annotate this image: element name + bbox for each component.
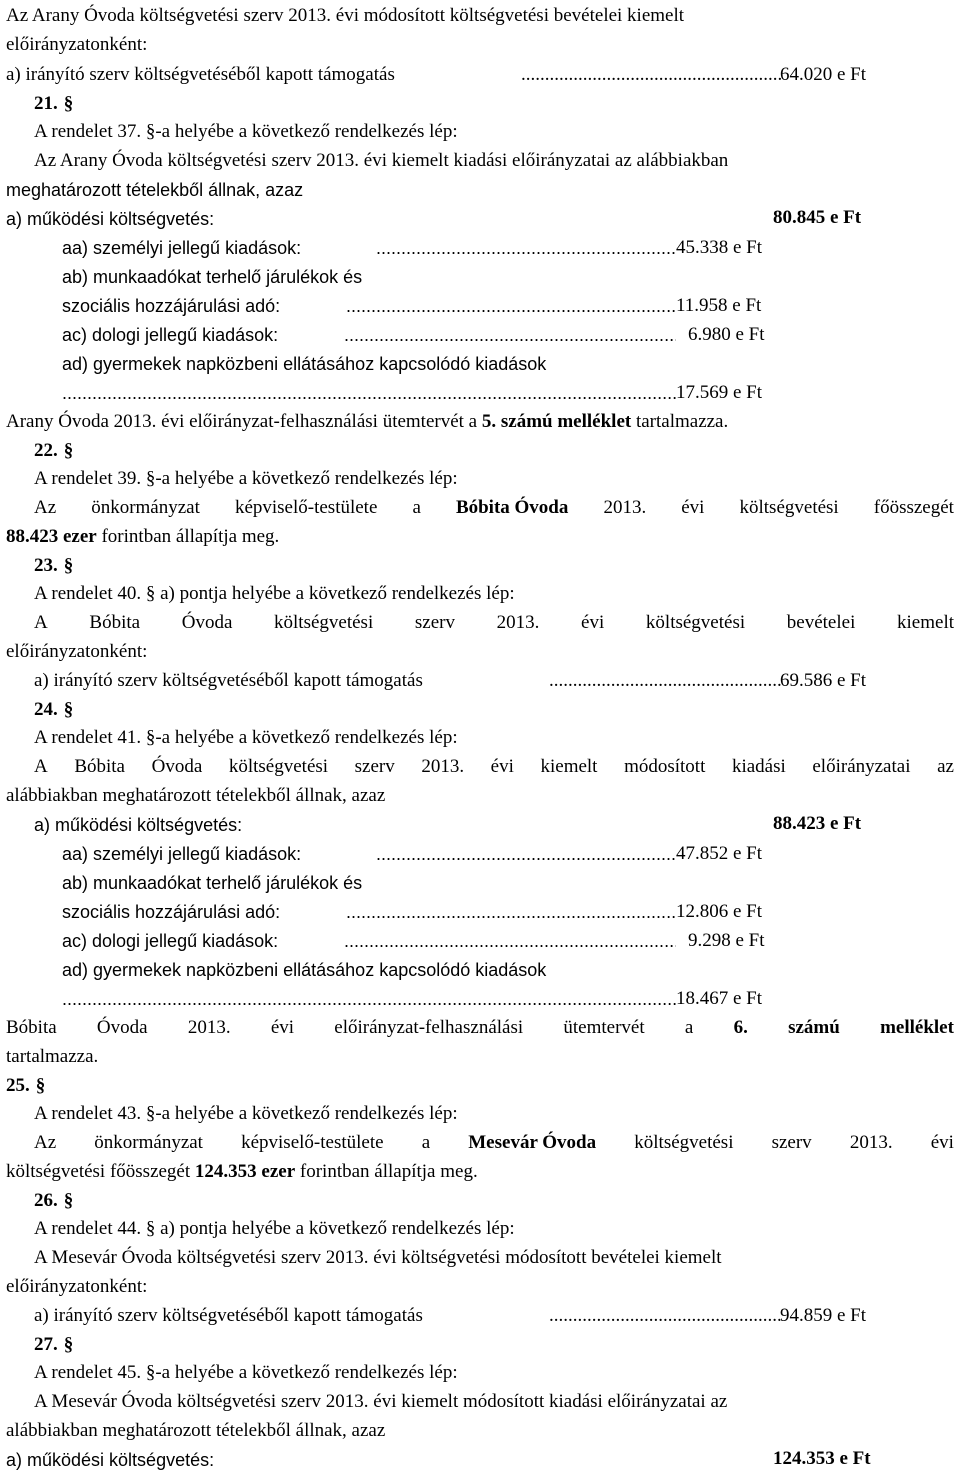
- expense-label: ac) dologi jellegű kiadások:: [62, 931, 279, 951]
- dot-leader: [346, 294, 676, 318]
- expense-label: aa) személyi jellegű kiadások:: [62, 844, 302, 864]
- paragraph-line: meghatározott tételekből állnak, azaz: [6, 180, 304, 200]
- expense-value: 45.338 e Ft: [676, 237, 763, 258]
- revenue-label: a) irányító szerv költségvetéséből kapott támogatás: [34, 670, 423, 691]
- section-heading: 25. §: [6, 1075, 46, 1096]
- paragraph-line: A Mesevár Óvoda költségvetési szerv 2013. évi költségvetési módosított bevételei kiemelt: [34, 1247, 722, 1268]
- paragraph-line: alábbiakban meghatározott tételekből állnak, azaz: [6, 785, 386, 806]
- dot-leader: [62, 381, 676, 405]
- dot-leader: [62, 987, 676, 1011]
- expense-value: 47.852 e Ft: [676, 843, 763, 864]
- expense-value: 12.806 e Ft: [676, 901, 763, 922]
- expense-value: 18.467 e Ft: [676, 988, 763, 1009]
- paragraph-line: Az Arany Óvoda költségvetési szerv 2013. évi módosított költségvetési bevételei kiemelt: [6, 5, 685, 26]
- expense-label: aa) személyi jellegű kiadások:: [62, 238, 302, 258]
- paragraph-line: Az Arany Óvoda költségvetési szerv 2013. évi kiemelt kiadási előirányzatai az alábbiakban: [34, 150, 729, 171]
- revenue-value: 69.586 e Ft: [780, 670, 867, 691]
- section-heading: 23. §: [34, 555, 74, 576]
- paragraph-line: előirányzatonként:: [6, 1276, 148, 1297]
- revenue-value: 64.020 e Ft: [780, 64, 867, 85]
- budget-total-value: 80.845 e Ft: [773, 207, 862, 228]
- dot-leader: [346, 900, 676, 924]
- justified-line: A Bóbita Óvoda költségvetési szerv 2013. évi kiemelt módosított kiadási előirányzatai az: [34, 756, 954, 777]
- paragraph-line: költségvetési főösszegét 124.353 ezer forintban állapítja meg.: [6, 1161, 478, 1182]
- dot-leader: [376, 236, 676, 260]
- expense-label: szociális hozzájárulási adó:: [62, 296, 281, 316]
- amendment-intro: A rendelet 44. § a) pontja helyébe a következő rendelkezés lép:: [34, 1218, 515, 1239]
- paragraph-line: előirányzatonként:: [6, 641, 148, 662]
- dot-leader: [344, 929, 676, 953]
- amendment-intro: A rendelet 37. §-a helyébe a következő rendelkezés lép:: [34, 121, 458, 142]
- section-heading: 26. §: [34, 1190, 74, 1211]
- amendment-intro: A rendelet 40. § a) pontja helyébe a következő rendelkezés lép:: [34, 583, 515, 604]
- revenue-label: a) irányító szerv költségvetéséből kapott támogatás: [34, 1305, 423, 1326]
- justified-line: Az önkormányzat képviselő-testülete a Mesevár Óvoda költségvetési szerv 2013. évi: [34, 1132, 954, 1153]
- section-heading: 24. §: [34, 699, 74, 720]
- expense-value: 17.569 e Ft: [676, 382, 763, 403]
- budget-label: a) működési költségvetés:: [6, 209, 215, 229]
- dot-leader: [521, 63, 781, 87]
- expense-label: ab) munkaadókat terhelő járulékok és: [62, 267, 363, 287]
- expense-value: 11.958 e Ft: [676, 295, 762, 316]
- paragraph-line: A Mesevár Óvoda költségvetési szerv 2013. évi kiemelt módosított kiadási előirányzatai az: [34, 1391, 728, 1412]
- paragraph-line: alábbiakban meghatározott tételekből állnak, azaz: [6, 1420, 386, 1441]
- amendment-intro: A rendelet 43. §-a helyébe a következő rendelkezés lép:: [34, 1103, 458, 1124]
- expense-value: 6.980 e Ft: [688, 324, 765, 345]
- dot-leader: [549, 669, 781, 693]
- revenue-label: a) irányító szerv költségvetéséből kapott támogatás: [6, 64, 395, 85]
- budget-total-value: 124.353 e Ft: [773, 1448, 871, 1469]
- section-heading: 27. §: [34, 1334, 74, 1355]
- paragraph-line: 88.423 ezer forintban állapítja meg.: [6, 526, 280, 547]
- schedule-reference: Arany Óvoda 2013. évi előirányzat-felhasználási ütemtervét a 5. számú melléklet tartalmazza.: [6, 411, 729, 432]
- paragraph-line: előirányzatonként:: [6, 34, 148, 55]
- expense-value: 9.298 e Ft: [688, 930, 765, 951]
- expense-label: szociális hozzájárulási adó:: [62, 902, 281, 922]
- section-heading: 22. §: [34, 440, 74, 461]
- amendment-intro: A rendelet 39. §-a helyébe a következő rendelkezés lép:: [34, 468, 458, 489]
- paragraph-line: tartalmazza.: [6, 1046, 99, 1067]
- expense-label: ad) gyermekek napközbeni ellátásához kapcsolódó kiadások: [62, 354, 547, 374]
- justified-line: A Bóbita Óvoda költségvetési szerv 2013. évi költségvetési bevételei kiemelt: [34, 612, 954, 633]
- dot-leader: [344, 323, 676, 347]
- section-heading: 21. §: [34, 93, 74, 114]
- budget-label: a) működési költségvetés:: [6, 1450, 215, 1470]
- amendment-intro: A rendelet 41. §-a helyébe a következő rendelkezés lép:: [34, 727, 458, 748]
- amendment-intro: A rendelet 45. §-a helyébe a következő rendelkezés lép:: [34, 1362, 458, 1383]
- dot-leader: [549, 1304, 781, 1328]
- expense-label: ac) dologi jellegű kiadások:: [62, 325, 279, 345]
- expense-label: ad) gyermekek napközbeni ellátásához kapcsolódó kiadások: [62, 960, 547, 980]
- budget-label: a) működési költségvetés:: [34, 815, 243, 835]
- dot-leader: [376, 842, 676, 866]
- schedule-reference: Bóbita Óvoda 2013. évi előirányzat-felhasználási ütemtervét a 6. számú melléklet: [6, 1017, 954, 1038]
- revenue-line: [6, 63, 395, 87]
- budget-total-value: 88.423 e Ft: [773, 813, 862, 834]
- revenue-value: 94.859 e Ft: [780, 1305, 867, 1326]
- justified-line: Az önkormányzat képviselő-testülete a Bóbita Óvoda 2013. évi költségvetési főösszegét: [34, 497, 954, 518]
- expense-label: ab) munkaadókat terhelő járulékok és: [62, 873, 363, 893]
